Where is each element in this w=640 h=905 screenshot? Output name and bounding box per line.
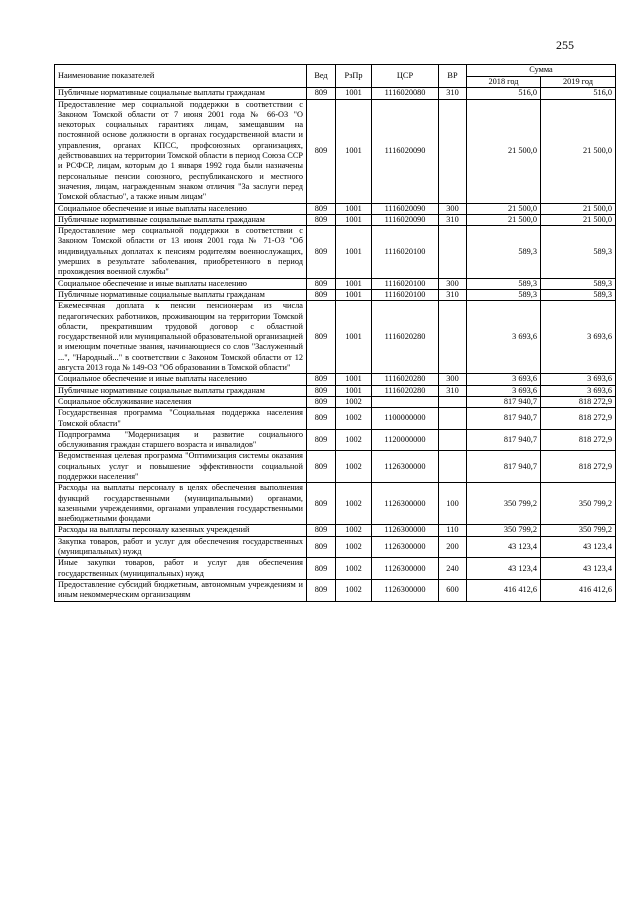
row-rzpr: 1002	[336, 483, 372, 525]
row-rzpr: 1002	[336, 579, 372, 601]
table-row	[55, 385, 616, 396]
row-vr	[439, 301, 467, 374]
row-name: Публичные нормативные социальные выплаты гражданам	[55, 214, 307, 225]
row-2019: 818 272,9	[541, 396, 616, 407]
row-2018: 43 123,4	[467, 558, 541, 580]
row-rzpr: 1001	[336, 385, 372, 396]
row-2018: 350 799,2	[467, 525, 541, 536]
row-csr: 1116020100	[372, 226, 439, 278]
row-rzpr: 1002	[336, 408, 372, 430]
row-vr: 300	[439, 203, 467, 214]
row-2019: 3 693,6	[541, 301, 616, 374]
row-csr: 1116020090	[372, 203, 439, 214]
row-name: Государственная программа "Социальная поддержка населения Томской области"	[55, 408, 307, 430]
table-row	[55, 203, 616, 214]
row-csr: 1116020280	[372, 385, 439, 396]
row-2018: 3 693,6	[467, 374, 541, 385]
row-2018: 21 500,0	[467, 99, 541, 203]
row-2019: 516,0	[541, 88, 616, 99]
table-row	[55, 301, 616, 374]
row-2018: 817 940,7	[467, 429, 541, 451]
row-vr: 310	[439, 88, 467, 99]
table-row	[55, 558, 616, 580]
row-name: Ведомственная целевая программа "Оптимизация системы оказания социальных услуг и повышение эффективности социальной поддержки населения"	[55, 451, 307, 483]
row-csr: 1126300000	[372, 451, 439, 483]
row-name: Ежемесячная доплата к пенсии пенсионерам из числа педагогических работников, проживающим на территории Томской области, прекратившим трудовой договор с областной государственной или муниципальной образовательной организацией и имеющим почетные звания, начинающиеся со слов "Заслуженный ...", "Народный..." в соответствии с Законом Томской области от 12 августа 2013 года № 149-ОЗ "Об образовании в Томской области"	[55, 301, 307, 374]
row-ved: 809	[307, 483, 336, 525]
row-2018: 516,0	[467, 88, 541, 99]
row-2019: 350 799,2	[541, 483, 616, 525]
row-name: Расходы на выплаты персоналу казенных учреждений	[55, 525, 307, 536]
header-2018: 2018 год	[467, 77, 541, 88]
row-rzpr: 1001	[336, 99, 372, 203]
row-ved: 809	[307, 99, 336, 203]
table-row	[55, 374, 616, 385]
row-rzpr: 1002	[336, 429, 372, 451]
row-csr: 1126300000	[372, 525, 439, 536]
row-ved: 809	[307, 579, 336, 601]
row-2018: 3 693,6	[467, 301, 541, 374]
row-rzpr: 1002	[336, 558, 372, 580]
row-ved: 809	[307, 88, 336, 99]
row-csr: 1126300000	[372, 536, 439, 558]
row-2019: 3 693,6	[541, 385, 616, 396]
row-rzpr: 1001	[336, 214, 372, 225]
row-2018: 589,3	[467, 289, 541, 300]
row-ved: 809	[307, 408, 336, 430]
row-vr	[439, 99, 467, 203]
table-row	[55, 451, 616, 483]
row-ved: 809	[307, 525, 336, 536]
table-row	[55, 214, 616, 225]
table-row	[55, 396, 616, 407]
row-2019: 43 123,4	[541, 536, 616, 558]
table-row	[55, 88, 616, 99]
row-2019: 589,3	[541, 278, 616, 289]
row-rzpr: 1001	[336, 278, 372, 289]
table-row	[55, 226, 616, 278]
table-row	[55, 408, 616, 430]
row-2018: 589,3	[467, 226, 541, 278]
row-2019: 818 272,9	[541, 408, 616, 430]
row-name: Подпрограмма "Модернизация и развитие социального обслуживания граждан старшего возраста и инвалидов"	[55, 429, 307, 451]
row-name: Расходы на выплаты персоналу в целях обеспечения выполнения функций государственными (муниципальными) органами, казенными учреждениями, органами управления государственными внебюджетными фондами	[55, 483, 307, 525]
row-vr	[439, 429, 467, 451]
header-sum: Сумма	[467, 65, 616, 77]
page-number: 255	[556, 38, 574, 52]
row-2018: 3 693,6	[467, 385, 541, 396]
row-csr: 1116020280	[372, 374, 439, 385]
row-ved: 809	[307, 536, 336, 558]
row-2019: 21 500,0	[541, 203, 616, 214]
row-2019: 43 123,4	[541, 558, 616, 580]
row-vr: 600	[439, 579, 467, 601]
row-vr: 310	[439, 385, 467, 396]
table-row	[55, 579, 616, 601]
row-vr: 300	[439, 278, 467, 289]
budget-table	[54, 64, 616, 602]
row-2019: 21 500,0	[541, 99, 616, 203]
header-csr: ЦСР	[372, 65, 439, 88]
row-vr: 200	[439, 536, 467, 558]
table-row	[55, 278, 616, 289]
row-ved: 809	[307, 396, 336, 407]
row-name: Социальное обеспечение и иные выплаты населению	[55, 203, 307, 214]
row-name: Социальное обеспечение и иные выплаты населению	[55, 374, 307, 385]
row-rzpr: 1001	[336, 226, 372, 278]
row-2019: 589,3	[541, 226, 616, 278]
row-2019: 416 412,6	[541, 579, 616, 601]
row-name: Публичные нормативные социальные выплаты гражданам	[55, 88, 307, 99]
row-csr	[372, 396, 439, 407]
row-2018: 21 500,0	[467, 203, 541, 214]
row-csr: 1116020280	[372, 301, 439, 374]
row-vr	[439, 396, 467, 407]
row-ved: 809	[307, 214, 336, 225]
header-ved: Вед	[307, 65, 336, 88]
row-vr	[439, 408, 467, 430]
header-rzpr: РзПр	[336, 65, 372, 88]
row-name: Публичные нормативные социальные выплаты гражданам	[55, 289, 307, 300]
row-vr: 240	[439, 558, 467, 580]
row-name: Публичные нормативные социальные выплаты гражданам	[55, 385, 307, 396]
row-name: Предоставление мер социальной поддержки в соответствии с Законом Томской области от 13 июня 2001 года № 71-ОЗ "Об индивидуальных доплатах к пенсиям родителям военнослужащих, умерших в результате заболевания, приобретенного в период прохождения военной службы"	[55, 226, 307, 278]
row-csr: 1116020100	[372, 289, 439, 300]
table-row	[55, 525, 616, 536]
row-csr: 1126300000	[372, 483, 439, 525]
row-vr: 100	[439, 483, 467, 525]
row-name: Социальное обслуживание населения	[55, 396, 307, 407]
row-csr: 1116020100	[372, 278, 439, 289]
row-2018: 21 500,0	[467, 214, 541, 225]
row-name: Закупка товаров, работ и услуг для обеспечения государственных (муниципальных) нужд	[55, 536, 307, 558]
row-2019: 3 693,6	[541, 374, 616, 385]
row-2019: 21 500,0	[541, 214, 616, 225]
table-row	[55, 483, 616, 525]
row-vr: 310	[439, 289, 467, 300]
row-2018: 817 940,7	[467, 408, 541, 430]
row-2018: 43 123,4	[467, 536, 541, 558]
row-csr: 1126300000	[372, 558, 439, 580]
header-vr: ВР	[439, 65, 467, 88]
row-rzpr: 1002	[336, 536, 372, 558]
header-2019: 2019 год	[541, 77, 616, 88]
table-row	[55, 429, 616, 451]
row-rzpr: 1001	[336, 203, 372, 214]
row-ved: 809	[307, 558, 336, 580]
row-2018: 817 940,7	[467, 451, 541, 483]
header-name: Наименование показателей	[55, 65, 307, 88]
row-rzpr: 1001	[336, 289, 372, 300]
row-ved: 809	[307, 451, 336, 483]
row-ved: 809	[307, 385, 336, 396]
row-rzpr: 1001	[336, 301, 372, 374]
row-2019: 589,3	[541, 289, 616, 300]
row-csr: 1116020090	[372, 99, 439, 203]
row-2018: 817 940,7	[467, 396, 541, 407]
row-2019: 818 272,9	[541, 451, 616, 483]
row-name: Социальное обеспечение и иные выплаты населению	[55, 278, 307, 289]
row-ved: 809	[307, 203, 336, 214]
row-2018: 589,3	[467, 278, 541, 289]
row-ved: 809	[307, 289, 336, 300]
row-ved: 809	[307, 301, 336, 374]
row-csr: 1100000000	[372, 408, 439, 430]
row-2019: 818 272,9	[541, 429, 616, 451]
row-2019: 350 799,2	[541, 525, 616, 536]
row-csr: 1120000000	[372, 429, 439, 451]
row-csr: 1116020080	[372, 88, 439, 99]
row-rzpr: 1002	[336, 525, 372, 536]
row-rzpr: 1002	[336, 451, 372, 483]
row-ved: 809	[307, 429, 336, 451]
row-vr	[439, 451, 467, 483]
row-csr: 1126300000	[372, 579, 439, 601]
row-rzpr: 1001	[336, 88, 372, 99]
row-vr: 110	[439, 525, 467, 536]
table-row	[55, 99, 616, 203]
row-vr: 300	[439, 374, 467, 385]
row-name: Иные закупки товаров, работ и услуг для обеспечения государственных (муниципальных) нужд	[55, 558, 307, 580]
row-csr: 1116020090	[372, 214, 439, 225]
row-name: Предоставление субсидий бюджетным, автономным учреждениям и иным некоммерческим организациям	[55, 579, 307, 601]
row-rzpr: 1002	[336, 396, 372, 407]
row-2018: 416 412,6	[467, 579, 541, 601]
row-ved: 809	[307, 374, 336, 385]
row-ved: 809	[307, 278, 336, 289]
row-name: Предоставление мер социальной поддержки в соответствии с Законом Томской области от 7 июня 2001 года № 66-ОЗ "О некоторых социальных гарантиях лицам, замещавшим на постоянной основе должности в органах государственной власти и управления, органах КПСС, профсоюзных организациях, действовавших на территории Томской области в период Союза ССР и РСФСР, лицам, которым до 1 января 1992 года были назначены персональные пенсии союзного, республиканского и местного значения, лицам, награжденным знаком отличия "За заслуги перед Томской областью", а также иным лицам"	[55, 99, 307, 203]
row-2018: 350 799,2	[467, 483, 541, 525]
row-rzpr: 1001	[336, 374, 372, 385]
row-ved: 809	[307, 226, 336, 278]
table-row	[55, 289, 616, 300]
row-vr	[439, 226, 467, 278]
row-vr: 310	[439, 214, 467, 225]
table-row	[55, 536, 616, 558]
